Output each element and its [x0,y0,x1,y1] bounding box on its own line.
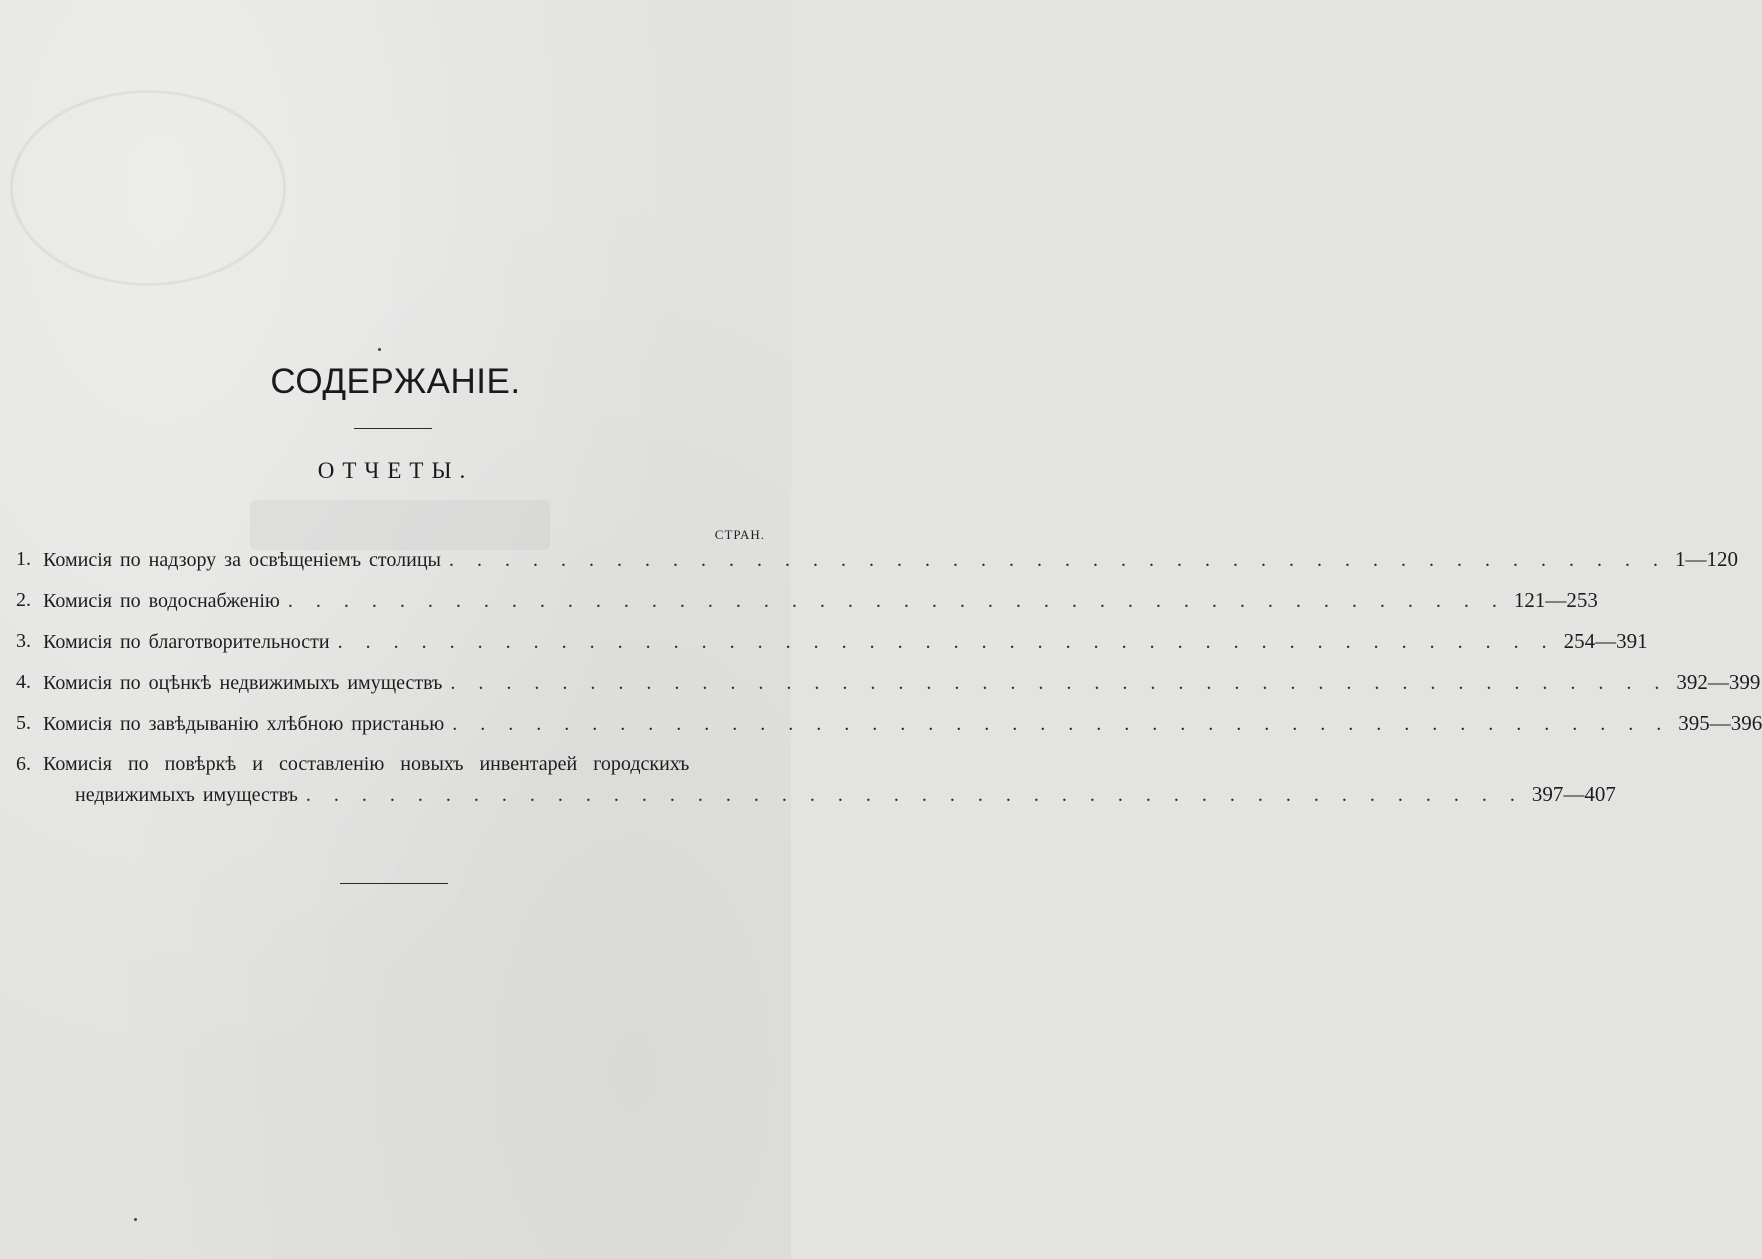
toc-entry-2 [16,585,1598,626]
toc-entry-title-line1: Комисія по повѣркѣ и составленію новыхъ инвентарей городскихъ [43,753,690,775]
toc-entry-title: Комисія по оцѣнкѣ недвижимыхъ имуществъ [43,672,443,694]
toc-entry-title: Комисія по завѣдыванію хлѣбною пристанью [43,713,445,735]
toc-entry-number: 2. [16,589,31,611]
toc-entry-title: Комисія по водоснабженію [43,590,280,612]
dot-leader: . . . . . . . . . . . . . . . . . . . . . . . . . . . . . . . . . . . . . . . . . . . . [452,713,1671,735]
toc-entry-3 [16,626,1648,667]
toc-entry-number: 4. [16,671,31,693]
title-divider [354,428,432,429]
faded-stamp-mark [10,90,286,286]
toc-entry-pages: 1—120 [1674,547,1738,571]
pages-column-label: СТРАН. [714,527,765,542]
toc-entry-number: 6. [16,753,31,775]
toc-entry-pages: 121—253 [1513,588,1598,612]
closing-divider [340,883,448,884]
toc-entry-number: 3. [16,630,31,652]
toc-entry-pages: 395—396 [1678,711,1762,735]
table-of-contents [16,544,1762,809]
toc-entry-number: 1. [16,548,31,570]
bleed-through-mark [250,500,550,550]
toc-entry-title: Комисія по надзору за освѣщеніемъ столицы [43,549,441,571]
page-title: СОДЕРЖАНІЕ. [270,362,521,401]
dot-leader: . . . . . . . . . . . . . . . . . . . . . . . . . . . . . . . . . . . . . . . . . . . . [448,549,1667,571]
toc-entry-number: 5. [16,712,31,734]
toc-entry-pages: 397—407 [1531,782,1616,806]
toc-entry-6 [16,749,1616,809]
toc-entry-5 [16,708,1762,749]
dot-leader: . . . . . . . . . . . . . . . . . . . . . . . . . . . . . . . . . . . . . . . . . . . . [337,631,1556,653]
section-heading: ОТЧЕТЫ. [317,458,474,483]
toc-entry-4 [16,667,1761,708]
dot-leader: . . . . . . . . . . . . . . . . . . . . . . . . . . . . . . . . . . . . . . . . . . . . [287,590,1506,612]
toc-entry-1 [16,544,1738,585]
toc-entry-pages: 254—391 [1563,629,1648,653]
toc-entry-title-line2: недвижимыхъ имуществъ [75,784,298,806]
print-speck [378,348,381,351]
dot-leader: . . . . . . . . . . . . . . . . . . . . . . . . . . . . . . . . . . . . . . . . . . . . [305,784,1524,806]
toc-entry-title: Комисія по благотворительности [43,631,330,653]
toc-entry-pages: 392—399 [1676,670,1761,694]
dot-leader: . . . . . . . . . . . . . . . . . . . . . . . . . . . . . . . . . . . . . . . . . . . . [450,672,1669,694]
print-speck [134,1218,137,1221]
